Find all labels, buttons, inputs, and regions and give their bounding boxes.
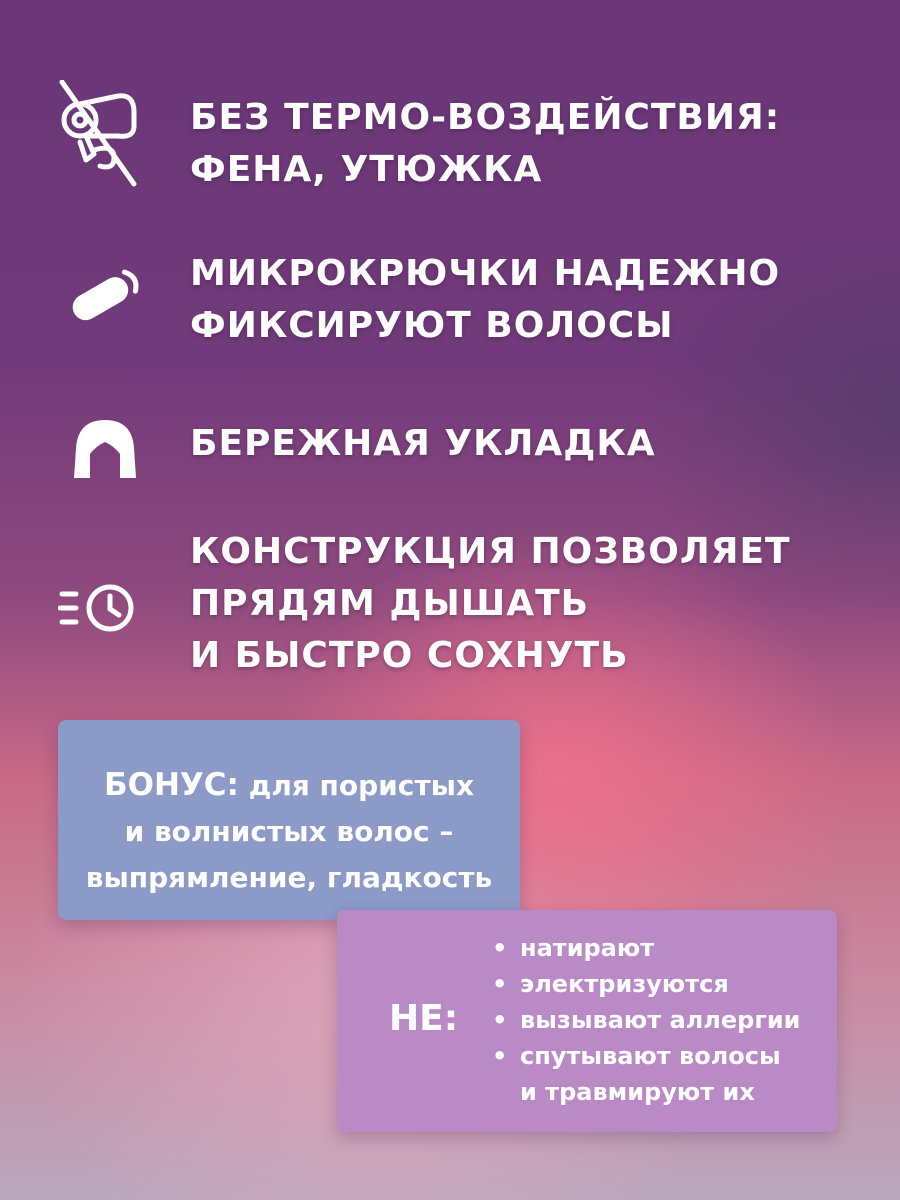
bonus-card — [58, 720, 520, 920]
feature-line: БЕЗ ТЕРМО-ВОЗДЕЙСТВИЯ: — [190, 97, 781, 138]
feature-line: И БЫСТРО СОХНУТЬ — [190, 635, 629, 676]
feature-line: ФИКСИРУЮТ ВОЛОСЫ — [190, 305, 674, 346]
bonus-line-1 — [58, 762, 520, 809]
list-item-continuation — [492, 1074, 801, 1110]
bonus-line-1-text: для пористых — [248, 769, 475, 802]
feature-line: ФЕНА, УТЮЖКА — [190, 149, 543, 190]
hair-roller-icon — [64, 266, 150, 330]
fast-clock-icon — [58, 582, 138, 638]
bonus-lead: БОНУС: — [103, 767, 239, 803]
list-item-text: вызывают аллергии — [520, 1006, 801, 1034]
bullet: • — [492, 1042, 508, 1070]
feature-text — [190, 526, 791, 682]
feature-line: КОНСТРУКЦИЯ ПОЗВОЛЯЕТ — [190, 531, 791, 572]
ne-card — [337, 910, 837, 1132]
list-item-text: электризуются — [520, 970, 729, 998]
feature-line: ПРЯДЯМ ДЫШАТЬ — [190, 583, 590, 624]
feature-line: МИКРОКРЮЧКИ НАДЕЖНО — [190, 253, 781, 294]
feature-line: БЕРЕЖНАЯ УКЛАДКА — [190, 423, 656, 464]
bullet: • — [492, 934, 508, 962]
feature-text — [190, 92, 780, 196]
bullet: • — [492, 970, 508, 998]
feature-text — [190, 418, 656, 470]
bonus-line-3: выпрямление, гладкость — [85, 861, 493, 894]
hairstyle-icon — [70, 418, 140, 484]
bonus-line-2: и волнистых волос – — [124, 815, 454, 848]
list-item — [492, 966, 801, 1002]
bonus-text — [58, 762, 520, 901]
list-item — [492, 1002, 801, 1038]
feature-text — [190, 248, 780, 352]
no-hairdryer-icon — [56, 80, 140, 196]
bullet: • — [492, 1006, 508, 1034]
list-item — [492, 930, 801, 966]
ne-list — [492, 930, 801, 1110]
ne-label: НЕ: — [389, 998, 459, 1039]
list-item-text: и травмируют их — [520, 1078, 755, 1106]
list-item — [492, 1038, 801, 1074]
list-item-text: спутывают волосы — [520, 1042, 781, 1070]
list-item-text: натирают — [520, 934, 655, 962]
